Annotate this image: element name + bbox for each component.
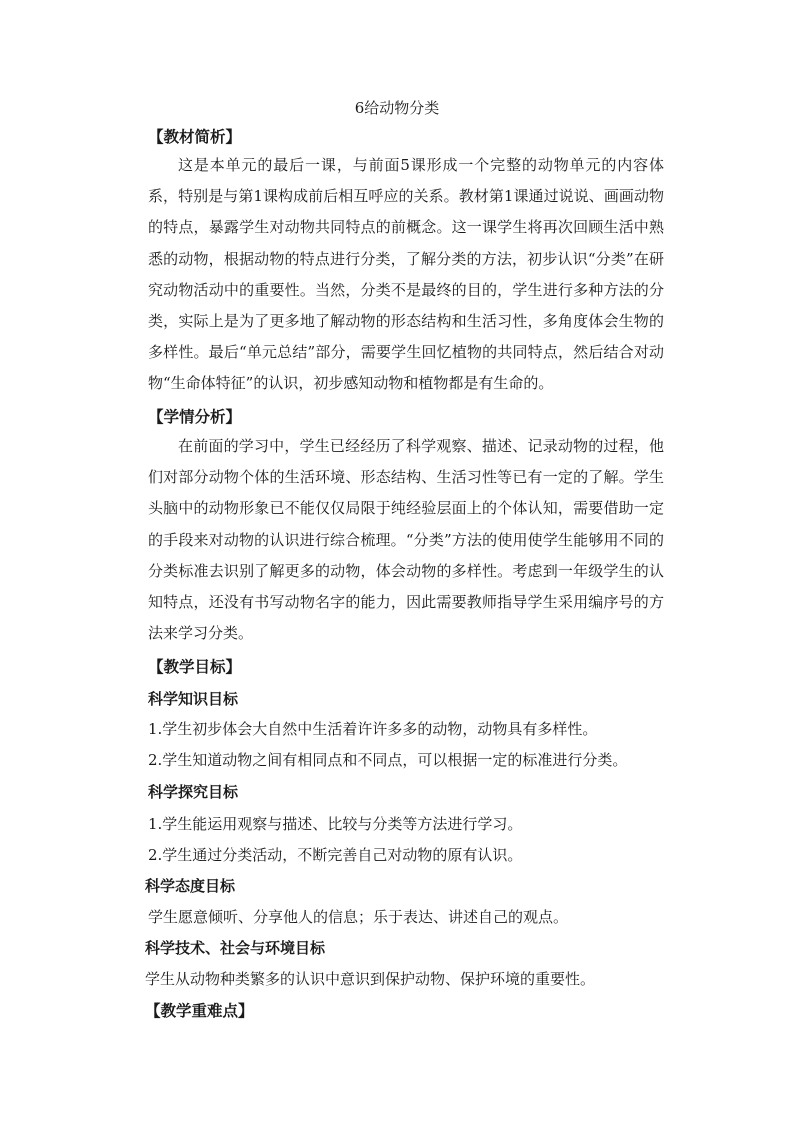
attitude-goal-text: 学生愿意倾听、分享他人的信息；乐于表达、讲述自己的观点。 [148, 908, 569, 926]
attitude-goal-title: 科学态度目标 [145, 877, 236, 895]
knowledge-goal-item: 1.学生初步体会大自然中生活着许许多多的动物，动物具有多样性。 [148, 720, 598, 738]
section-heading-learning-analysis: 【学情分析】 [148, 407, 242, 426]
section-heading-textbook-analysis: 【教材简析】 [148, 127, 242, 146]
inquiry-goal-title: 科学探究目标 [148, 783, 239, 801]
section-heading-key-points: 【教学重难点】 [145, 1001, 254, 1020]
sts-goal-text: 学生从动物种类繁多的认识中意识到保护动物、保护环境的重要性。 [145, 970, 596, 988]
sts-goal-title: 科学技术、社会与环境目标 [145, 939, 326, 957]
knowledge-goal-title: 科学知识目标 [148, 690, 239, 708]
inquiry-goal-item: 1.学生能运用观察与描述、比较与分类等方法进行学习。 [148, 815, 523, 833]
section-heading-teaching-goals: 【教学目标】 [148, 657, 242, 676]
inquiry-goal-item: 2.学生通过分类活动，不断完善自己对动物的原有认识。 [148, 846, 523, 864]
learning-analysis-paragraph: 在前面的学习中，学生已经经历了科学观察、描述、记录动物的过程，他们对部分动物个体的生活环境、形态结构、生活习性等已有一定的了解。学生头脑中的动物形象已不能仅仅局限于纯经验层面上的个体认知，需要借助一定的手段来对动物的认识进行综合梳理。“分类”方法的使用使学生能够用不同的分类标准去识别了解更多的动物，体会动物的多样性。考虑到一年级学生的认知特点，还没有书写动物名字的能力，因此需要教师指导学生采用编序号的方法来学习分类。 [148, 437, 664, 643]
knowledge-goal-item: 2.学生知道动物之间有相同点和不同点，可以根据一定的标准进行分类。 [148, 751, 628, 769]
document-title: 6给动物分类 [354, 99, 440, 117]
textbook-analysis-paragraph: 这是本单元的最后一课，与前面5课形成一个完整的动物单元的内容体系，特别是与第1课构成前后相互呼应的关系。教材第1课通过说说、画画动物的特点，暴露学生对动物共同特点的前概念。这一课学生将再次回顾生活中熟悉的动物，根据动物的特点进行分类，了解分类的方法，初步认识“分类”在研究动物活动中的重要性。当然，分类不是最终的目的，学生进行多种方法的分类，实际上是为了更多地了解动物的形态结构和生活习性，多角度体会生物的多样性。最后“单元总结”部分，需要学生回忆植物的共同特点，然后结合对动物“生命体特征”的认识，初步感知动物和植物都是有生命的。 [148, 156, 664, 393]
